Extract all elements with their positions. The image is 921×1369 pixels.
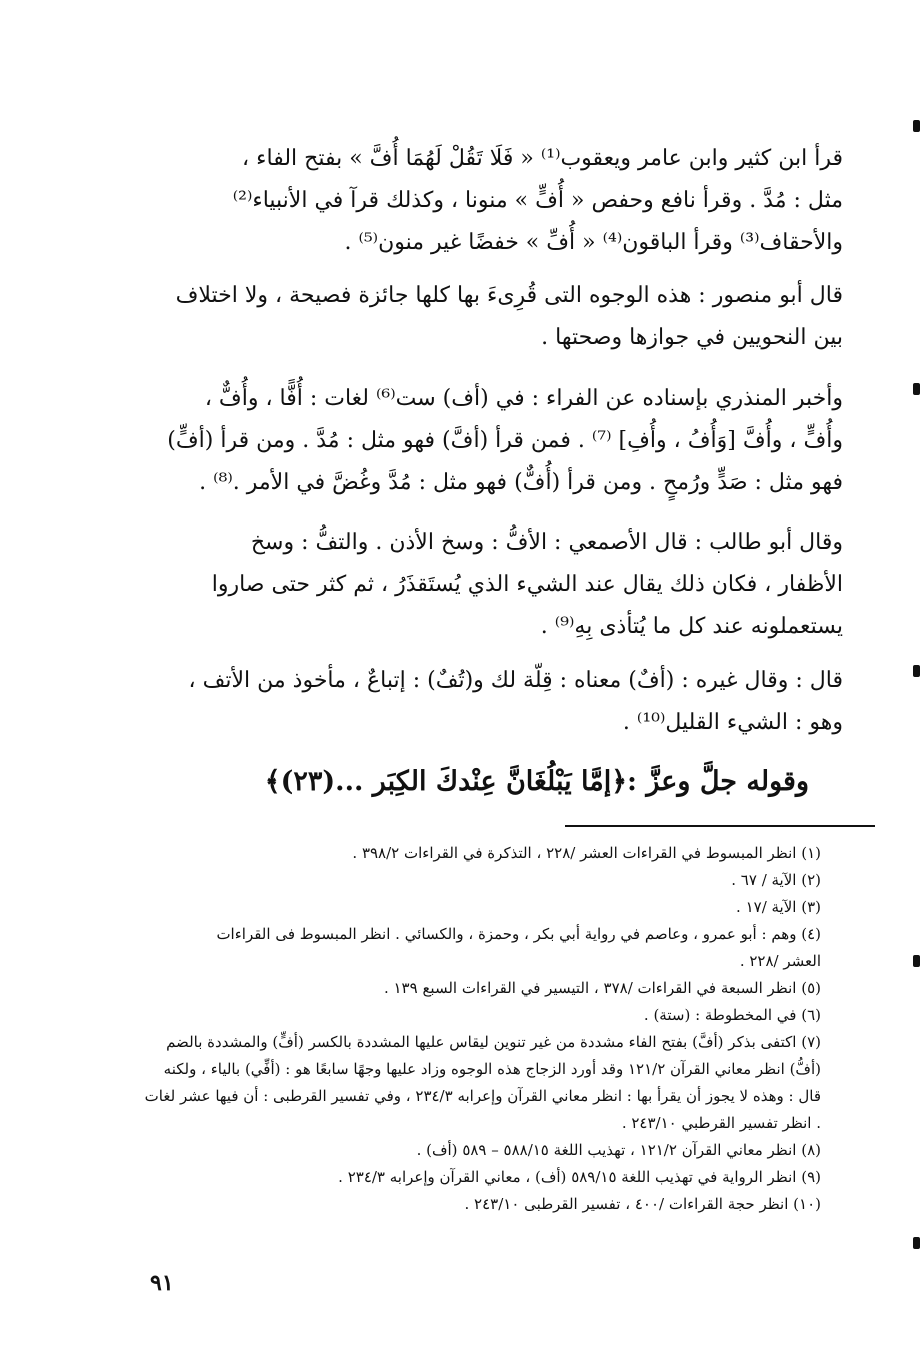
footnote-1: (١) انظر المبسوط في القراءات العشر /٢٢٨ ، التذكرة في القراءات ٣٩٨/٢ . bbox=[352, 844, 821, 862]
footnote-2: (٢) الآية / ٦٧ . bbox=[731, 871, 821, 889]
footnote-7-text: (٧) اكتفى بذكر (أفَّ) بفتح الفاء مشددة من غير تنوين ليقاس عليها المشددة بالكسر (أفٍّ) والمشددة bbox=[207, 1033, 821, 1051]
scan-edge-mark bbox=[913, 955, 920, 967]
text-line: وهو : الشيء القليل⁽¹⁰⁾ . bbox=[622, 710, 843, 735]
footnote-6: (٦) في المخطوطة : (ستة) . bbox=[643, 1006, 821, 1024]
quran-verse-heading: وقوله جلَّ وعزَّ :﴿إمَّا يَبْلُغَانَّ عِنْدكَ الكِبَر ...(٢٣)﴾ bbox=[264, 766, 809, 797]
footnote-4-continuation: العشر /٢٢٨ . bbox=[739, 952, 821, 970]
text-line: مثل : مُدَّ . وقرأ نافع وحفص « أُفٍّ » منونا ، وكذلك قرآ في الأنبياء⁽²⁾ bbox=[232, 188, 843, 213]
paragraph-mundhiri bbox=[143, 378, 843, 504]
footnote-4 bbox=[141, 921, 821, 975]
text-line: قرأ ابن كثير وابن عامر ويعقوب⁽¹⁾ « فَلَا تَقُلْ لَهُمَا أُفَّ » بفتح الفاء ، bbox=[242, 146, 843, 171]
text-line: بين النحويين في جوازها وصحتها . bbox=[541, 325, 843, 350]
footnote-3: (٣) الآية /١٧ . bbox=[736, 898, 821, 916]
paragraph-abu-talib bbox=[143, 522, 843, 648]
footnote-9: (٩) انظر الرواية في تهذيب اللغة ٥٨٩/١٥ (أف) ، معاني القرآن وإعرابه ٢٣٤/٣ . bbox=[338, 1168, 821, 1186]
paragraph-abu-mansur bbox=[143, 275, 843, 359]
text-line: قال : وقال غيره : (أفٌ) معناه : قِلّة لك و(تُفٌ) : إتباعٌ ، مأخوذ من الأتف ، bbox=[188, 668, 843, 693]
scan-edge-mark bbox=[913, 383, 920, 395]
footnote-5: (٥) انظر السبعة في القراءات /٣٧٨ ، التيسير في القراءات السبع ١٣٩ . bbox=[383, 979, 821, 997]
text-line: وقال أبو طالب : قال الأصمعي : الأفُّ : وسخ الأذن . والتفُّ : وسخ bbox=[250, 530, 843, 555]
text-line: الأظفار ، فكان ذلك يقال عند الشيء الذي يُستَقذَرُ ، ثم كثر حتى صاروا bbox=[211, 572, 843, 597]
text-line: فهو مثل : صَدٍّ ورُمحٍ . ومن قرأ (أُفٌّ) فهو مثل : مُدَّ وغُضَّ في الأمر .⁽⁸⁾ . bbox=[199, 470, 843, 495]
footnote-separator bbox=[565, 825, 875, 827]
footnote-4-text: (٤) وهم : أبو عمرو ، وعاصم في رواية أبي بكر ، وحمزة ، والكسائي . انظر المبسوط فى القراءات bbox=[216, 925, 821, 943]
footnote-8: (٨) انظر معاني القرآن ١٢١/٢ ، تهذيب اللغة ٥٨٨/١٥ – ٥٨٩ (أف) . bbox=[416, 1141, 821, 1159]
scan-edge-mark bbox=[913, 665, 920, 677]
footnote-10: (١٠) انظر حجة القراءات /٤٠٠ ، تفسير القرطبى ٢٤٣/١٠ . bbox=[464, 1195, 821, 1213]
footnote-7-continuation: بالضم (أفُّ) انظر معاني القرآن ١٢١/٢ وقد أورد الزجاج هذه الوجوه وزاد عليها وجهًا سابعًا هو : (أفِّي) بالياء ، ولكنه قال : وهذه لا يجوز أن يقرأ بها : انظر معاني القرآن وإعرابه ٢٣٤/٣ ، وفي تفسير القرطبى : أن فيها عشر لغات . انظر تفسير القرطبي ٢٤٣/١٠ . bbox=[144, 1033, 821, 1132]
scan-edge-mark bbox=[913, 1237, 920, 1249]
paragraph-other-opinion bbox=[143, 660, 843, 744]
footnote-7 bbox=[141, 1029, 821, 1137]
text-line: وأخبر المنذري بإسناده عن الفراء : في (أف) ست⁽⁶⁾ لغات : أُفًّا ، وأُفٌّ ، bbox=[204, 386, 843, 411]
page-number: ٩١ bbox=[150, 1270, 174, 1296]
scan-edge-mark bbox=[913, 120, 920, 132]
paragraph-qiraat bbox=[143, 138, 843, 264]
text-line: وأُفٍّ ، وأُفَّ [وَأُفُ ، وأُفِ] ⁽⁷⁾ . فمن قرأ (أفَّ) فهو مثل : مُدَّ . ومن قرأ (أفٍّ) bbox=[167, 428, 843, 453]
text-line: يستعملونه عند كل ما يُتأذى بِهِ⁽⁹⁾ . bbox=[540, 614, 843, 639]
text-line: قال أبو منصور : هذه الوجوه التى قُرِىءَ بها كلها جائزة فصيحة ، ولا اختلاف bbox=[175, 283, 843, 308]
footnotes bbox=[141, 840, 821, 1218]
text-line: والأحقاف⁽³⁾ وقرأ الباقون⁽⁴⁾ « أُفِّ » خفضًا غير منون⁽⁵⁾ . bbox=[344, 230, 843, 255]
